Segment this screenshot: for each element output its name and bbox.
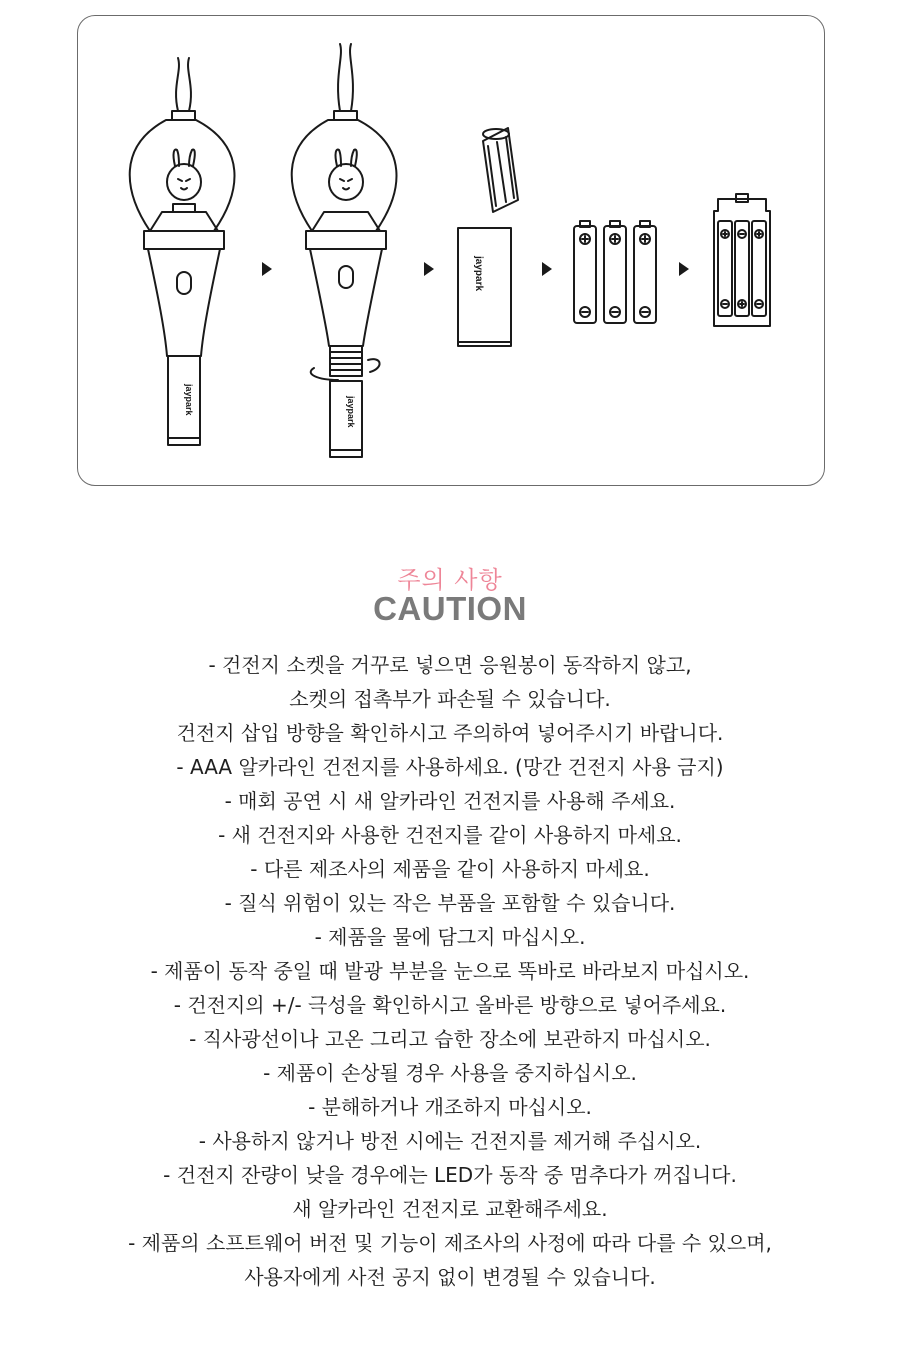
aaa-batteries-illustration (574, 221, 656, 323)
svg-text:jaypark: jaypark (346, 396, 356, 428)
caution-line: - 다른 제조사의 제품을 같이 사용하지 마세요. (250, 857, 650, 881)
caution-title-korean: 주의 사항 (397, 566, 503, 594)
caution-line: - 사용하지 않거나 방전 시에는 건전지를 제거해 주십시오. (198, 1129, 702, 1153)
caution-list (0, 648, 900, 1294)
caution-line: - 제품이 손상될 경우 사용을 중지하십시오. (263, 1061, 637, 1085)
caution-line: - 건전지 소켓을 거꾸로 넣으면 응원봉이 동작하지 않고, (208, 653, 692, 677)
caution-line: - 새 건전지와 사용한 건전지를 같이 사용하지 마세요. (218, 823, 682, 847)
caution-line: - 제품의 소프트웨어 버전 및 기능이 제조사의 사정에 따라 다를 수 있으며, (128, 1231, 772, 1255)
caution-line: - 질식 위험이 있는 작은 부품을 포함할 수 있습니다. (224, 891, 676, 915)
caution-line: - 분해하거나 개조하지 마십시오. (308, 1095, 592, 1119)
triangle-right-icon (679, 262, 689, 276)
triangle-right-icon (542, 262, 552, 276)
caution-line: - 제품이 동작 중일 때 발광 부분을 눈으로 똑바로 바라보지 마십시오. (150, 959, 750, 983)
lightstick-unscrew-illustration (292, 44, 397, 457)
caution-line: - 건전지 잔량이 낮을 경우에는 LED가 동작 중 멈추다가 꺼집니다. (163, 1163, 737, 1187)
caution-line: - 건전지의 +/- 극성을 확인하시고 올바른 방향으로 넣어주세요. (173, 993, 727, 1017)
triangle-right-icon (424, 262, 434, 276)
svg-text:jaypark: jaypark (184, 384, 194, 416)
caution-line: - 제품을 물에 담그지 마십시오. (314, 925, 586, 949)
caution-line: 건전지 삽입 방향을 확인하시고 주의하여 넣어주시기 바랍니다. (176, 721, 724, 745)
caution-title-english: CAUTION (373, 590, 527, 627)
caution-line: 사용자에게 사전 공지 없이 변경될 수 있습니다. (244, 1265, 656, 1289)
battery-holder-removed-illustration (458, 128, 518, 346)
lightstick-assembled-illustration (130, 58, 235, 445)
caution-line: - 직사광선이나 고온 그리고 습한 장소에 보관하지 마십시오. (189, 1027, 711, 1051)
caution-line: - 매회 공연 시 새 알카라인 건전지를 사용해 주세요. (224, 789, 676, 813)
triangle-right-icon (262, 262, 272, 276)
battery-instruction-diagram (77, 15, 825, 486)
svg-text:jaypark: jaypark (473, 256, 484, 292)
caution-line: - AAA 알카라인 건전지를 사용하세요. (망간 건전지 사용 금지) (176, 755, 724, 779)
battery-holder-loaded-illustration (714, 194, 770, 326)
caution-line: 소켓의 접촉부가 파손될 수 있습니다. (289, 687, 611, 711)
caution-line: 새 알카라인 건전지로 교환해주세요. (292, 1197, 608, 1221)
